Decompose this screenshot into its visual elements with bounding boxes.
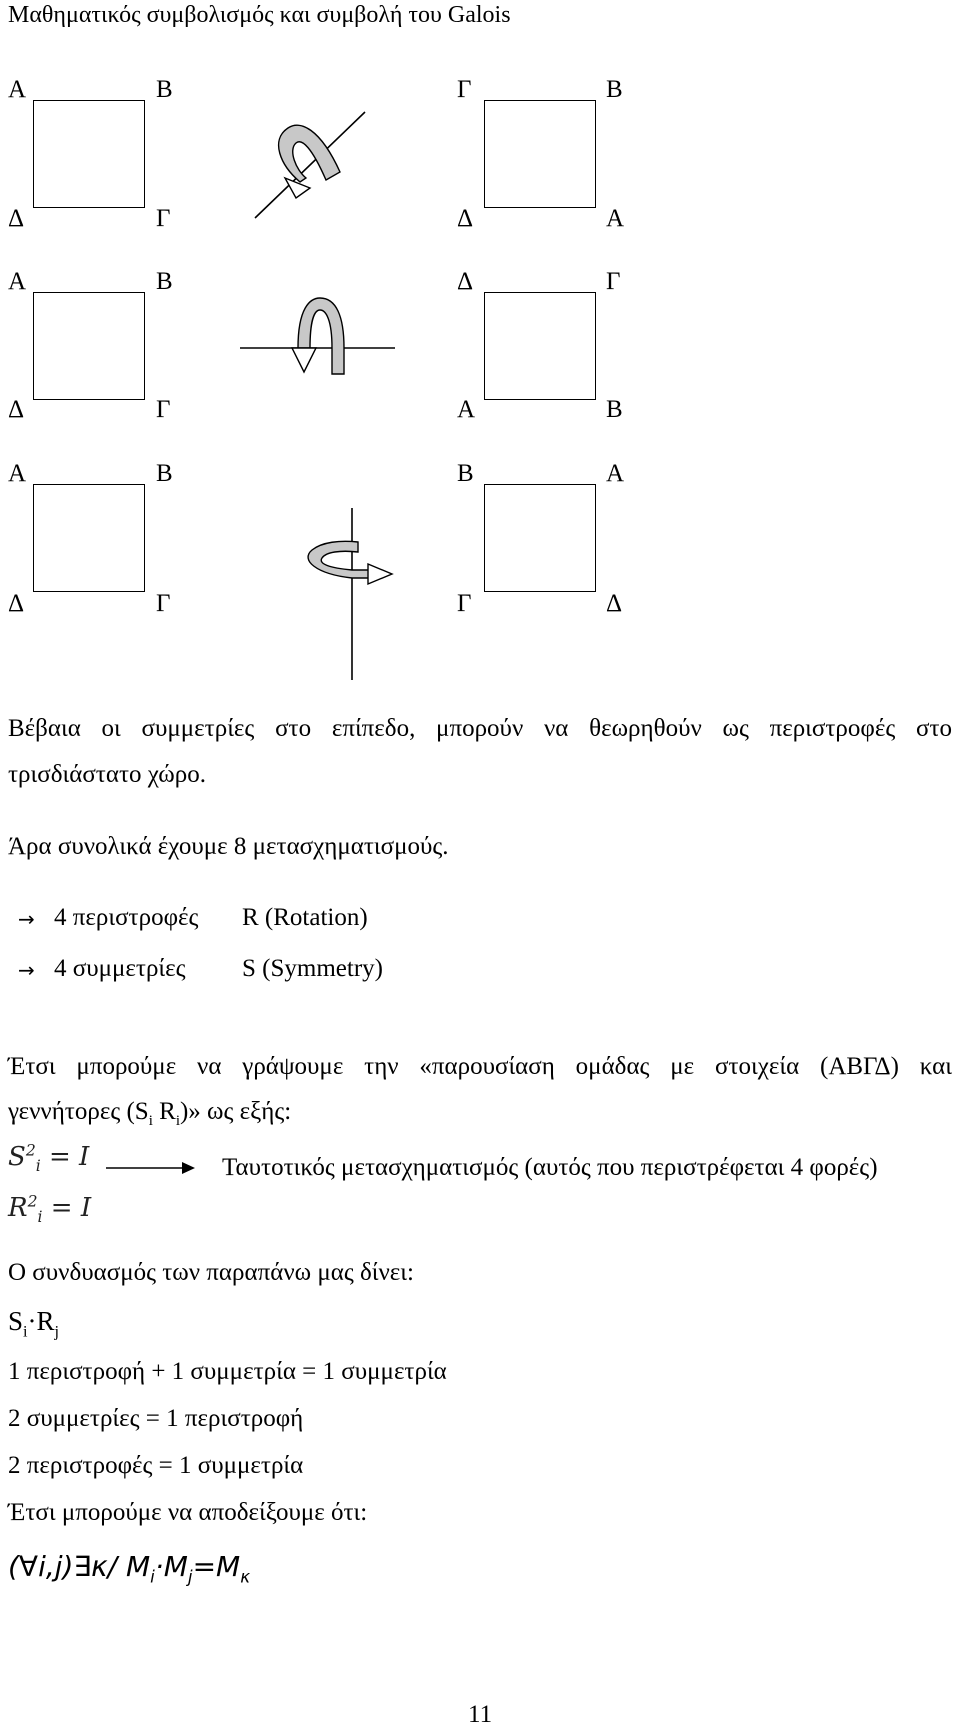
vertex-label: Δ (8, 205, 25, 232)
bullet-note: R (Rotation) (242, 904, 368, 931)
equation-s-squared: $S^2_i = I$ (8, 1141, 90, 1176)
vertex-label: Γ (156, 396, 171, 423)
square-after (484, 292, 596, 400)
identity-description: Ταυτοτικός μετασχηματισμός (αυτός που περιστρέφεται 4 φορές) (222, 1154, 878, 1181)
paragraph: Έτσι μπορούμε να αποδείξουμε ότι: (8, 1499, 368, 1526)
vertex-label: Δ (457, 268, 474, 295)
vertex-label: Β (457, 460, 474, 487)
paragraph-line: Βέβαια οι συμμετρίες στο επίπεδο, μπορούν να θεωρηθούν ως περιστροφές στο (8, 715, 952, 742)
page-number: 11 (468, 1701, 493, 1728)
vertex-label: Β (156, 268, 173, 295)
vertical-axis-rotation-arrow-icon (296, 508, 396, 683)
vertex-label: Α (8, 460, 27, 487)
square-after (484, 100, 596, 208)
vertex-label: Δ (8, 590, 25, 617)
rule-line: 1 περιστροφή + 1 συμμετρία = 1 συμμετρία (8, 1358, 447, 1385)
square-before (33, 484, 145, 592)
rule-line: 2 περιστροφές = 1 συμμετρία (8, 1452, 304, 1479)
bullet-text: 4 περιστροφές (54, 904, 199, 931)
equation-r-squared: $R^2_i = I$ (8, 1192, 92, 1227)
closure-formula: (∀i,j)∃κ/ $M_i\cdot M_j=M_\kappa$ (8, 1550, 251, 1587)
paragraph-line: τρισδιάστατο χώρο. (8, 761, 206, 788)
product-expression: $S_i\cdot R_j$ (8, 1306, 60, 1341)
paragraph-line: Έτσι μπορούμε να γράψουμε την «παρουσίαση ομάδας με στοιχεία (ΑΒΓΔ) και (8, 1053, 952, 1080)
square-before (33, 292, 145, 400)
vertex-label: Α (8, 268, 27, 295)
vertex-label: Β (156, 460, 173, 487)
square-after (484, 484, 596, 592)
vertex-label: Β (606, 76, 623, 103)
right-arrow-icon: → (18, 958, 35, 982)
vertex-label: Α (8, 76, 27, 103)
vertex-label: Δ (606, 590, 623, 617)
square-before (33, 100, 145, 208)
rule-line: 2 συμμετρίες = 1 περιστροφή (8, 1405, 304, 1432)
bullet-note: S (Symmetry) (242, 955, 383, 982)
vertex-label: Γ (457, 76, 472, 103)
vertex-label: Β (156, 76, 173, 103)
diagonal-rotation-arrow-icon (240, 110, 380, 230)
arrow-right-icon (106, 1160, 196, 1176)
right-arrow-icon: → (18, 907, 35, 931)
paragraph-line: γεννήτορες ($S_i$ $R_i$)» ως εξής: (8, 1098, 292, 1129)
bullet-text: 4 συμμετρίες (54, 955, 186, 982)
horizontal-axis-rotation-arrow-icon (240, 296, 400, 386)
vertex-label: Γ (457, 590, 472, 617)
page-title: Μαθηματικός συμβολισμός και συμβολή του Galois (8, 2, 511, 28)
vertex-label: Α (606, 460, 625, 487)
vertex-label: Δ (457, 205, 474, 232)
paragraph: Άρα συνολικά έχουμε 8 μετασχηματισμούς. (8, 833, 449, 860)
vertex-label: Δ (8, 396, 25, 423)
vertex-label: Γ (156, 205, 171, 232)
vertex-label: Γ (606, 268, 621, 295)
vertex-label: Α (457, 396, 476, 423)
paragraph: Ο συνδυασμός των παραπάνω μας δίνει: (8, 1259, 414, 1286)
vertex-label: Α (606, 205, 625, 232)
vertex-label: Γ (156, 590, 171, 617)
vertex-label: Β (606, 396, 623, 423)
